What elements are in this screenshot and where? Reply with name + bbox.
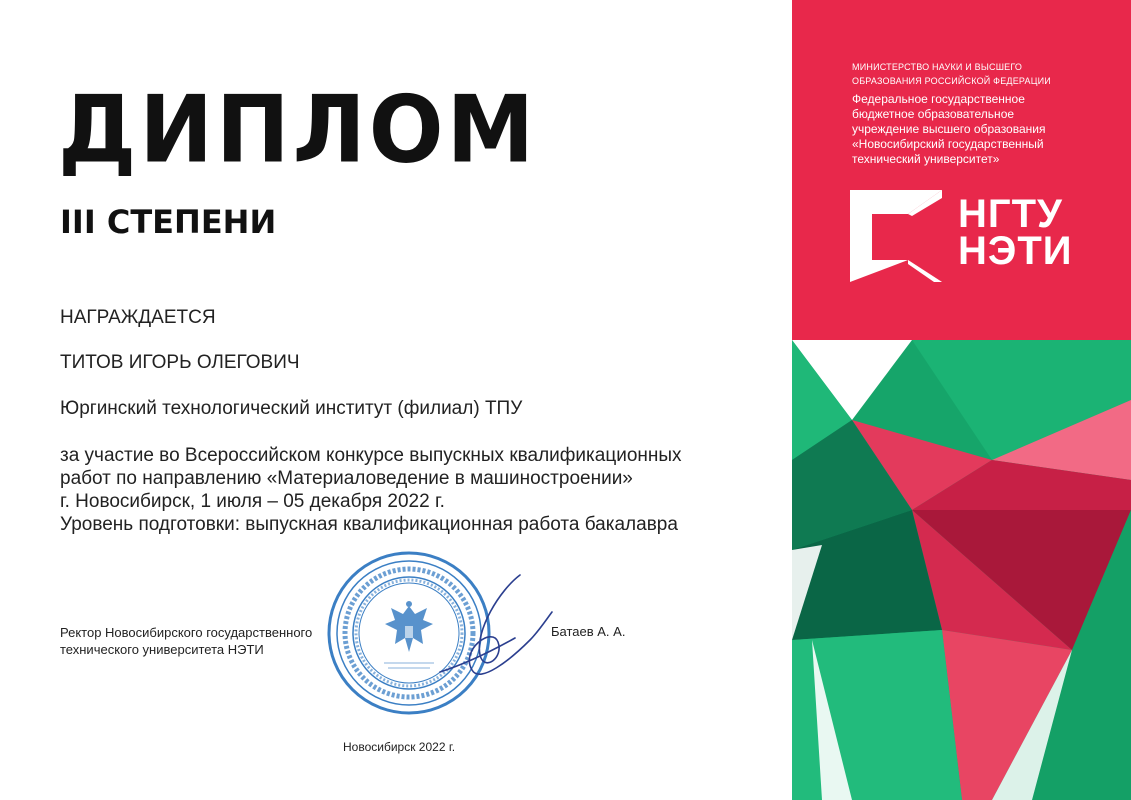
awarded-label: НАГРАЖДАЕТСЯ	[60, 307, 216, 328]
signer-position-line: Ректор Новосибирского государственного	[60, 625, 313, 640]
decorative-polygons	[792, 340, 1131, 800]
description-line: Уровень подготовки: выпускная квалификационная работа бакалавра	[60, 514, 678, 535]
university-line: учреждение высшего образования	[852, 122, 1046, 136]
signer-position-line: технического университета НЭТИ	[60, 642, 264, 657]
signer-position	[60, 624, 312, 658]
university-line: бюджетное образовательное	[852, 107, 1015, 121]
logo-line: НГТУ	[958, 192, 1063, 236]
ngtu-cube-icon	[850, 190, 942, 282]
diploma-title: ДИПЛОМ	[58, 75, 538, 184]
recipient-organization: Юргинский технологический институт (филиал) ТПУ	[60, 398, 523, 419]
signer-name: Батаев А. А.	[551, 624, 626, 639]
description-line: работ по направлению «Материаловедение в машиностроении»	[60, 468, 633, 489]
branding-sidebar	[792, 0, 1131, 800]
logo-line: НЭТИ	[958, 229, 1073, 273]
red-header-panel	[792, 0, 1131, 340]
recipient-name: ТИТОВ ИГОРЬ ОЛЕГОВИЧ	[60, 352, 300, 373]
university-name	[852, 92, 1045, 167]
description-line: за участие во Всероссийском конкурсе выпускных квалификационных	[60, 445, 682, 466]
university-line: Федеральное государственное	[852, 92, 1025, 106]
description-line: г. Новосибирск, 1 июля – 05 декабря 2022 г.	[60, 491, 445, 512]
ministry-name	[852, 60, 1051, 88]
university-line: «Новосибирский государственный	[852, 137, 1044, 151]
diploma-degree: III СТЕПЕНИ	[60, 203, 277, 241]
ministry-line: ОБРАЗОВАНИЯ РОССИЙСКОЙ ФЕДЕРАЦИИ	[852, 76, 1051, 86]
ngtu-logo-text	[958, 192, 1073, 273]
award-description	[60, 444, 682, 536]
ministry-line: МИНИСТЕРСТВО НАУКИ И ВЫСШЕГО	[852, 62, 1023, 72]
university-line: технический университет»	[852, 152, 1000, 166]
city-year: Новосибирск 2022 г.	[343, 740, 456, 754]
signature-mark	[420, 560, 560, 700]
